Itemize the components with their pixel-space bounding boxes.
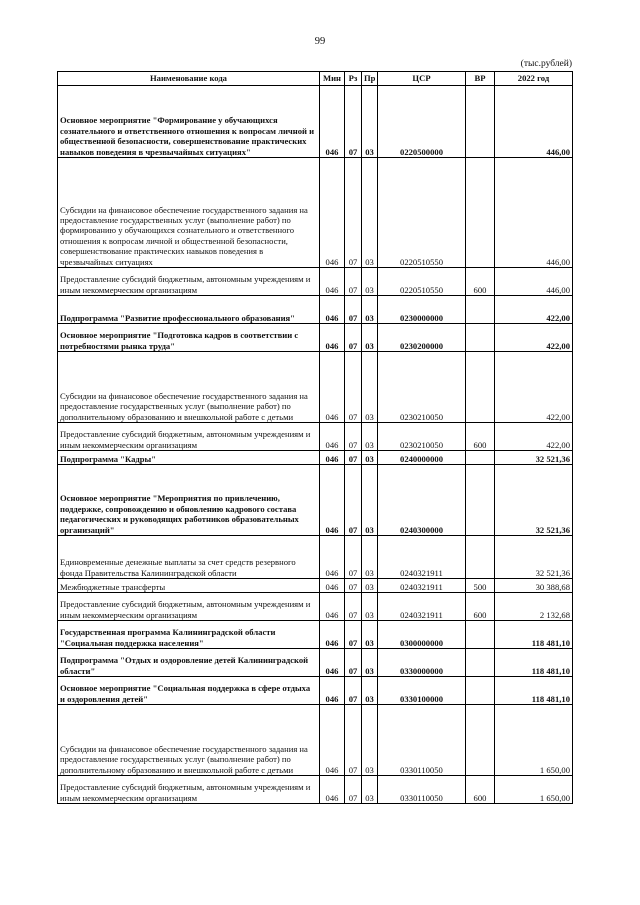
cell-rz: 07 xyxy=(345,705,362,776)
table-row xyxy=(58,158,573,268)
cell-name: Предоставление субсидий бюджетным, автономным учреждениям и иным некоммерческим организациям xyxy=(58,268,320,296)
table-row xyxy=(58,352,573,423)
table-row xyxy=(58,268,573,296)
cell-vr: 600 xyxy=(466,593,495,621)
table-row xyxy=(58,296,573,324)
cell-pr: 03 xyxy=(362,579,378,593)
cell-pr: 03 xyxy=(362,677,378,705)
cell-rz: 07 xyxy=(345,593,362,621)
cell-pr: 03 xyxy=(362,776,378,804)
cell-rz: 07 xyxy=(345,536,362,579)
header-vr: ВР xyxy=(466,72,495,86)
cell-csr: 0220510550 xyxy=(378,268,466,296)
cell-min: 046 xyxy=(320,705,345,776)
cell-rz: 07 xyxy=(345,423,362,451)
cell-name: Предоставление субсидий бюджетным, автономным учреждениям и иным некоммерческим организациям xyxy=(58,593,320,621)
cell-vr: 600 xyxy=(466,423,495,451)
cell-vr xyxy=(466,649,495,677)
cell-vr xyxy=(466,536,495,579)
cell-name: Подпрограмма "Кадры" xyxy=(58,451,320,465)
cell-rz: 07 xyxy=(345,649,362,677)
cell-sum: 1 650,00 xyxy=(495,705,573,776)
cell-min: 046 xyxy=(320,423,345,451)
cell-rz: 07 xyxy=(345,158,362,268)
cell-rz: 07 xyxy=(345,324,362,352)
cell-pr: 03 xyxy=(362,268,378,296)
cell-sum: 118 481,10 xyxy=(495,677,573,705)
table-row xyxy=(58,621,573,649)
cell-csr: 0300000000 xyxy=(378,621,466,649)
cell-min: 046 xyxy=(320,776,345,804)
cell-csr: 0240321911 xyxy=(378,536,466,579)
cell-vr: 600 xyxy=(466,776,495,804)
table-row xyxy=(58,579,573,593)
cell-sum: 446,00 xyxy=(495,158,573,268)
cell-pr: 03 xyxy=(362,158,378,268)
cell-rz: 07 xyxy=(345,677,362,705)
cell-rz: 07 xyxy=(345,621,362,649)
cell-sum: 2 132,68 xyxy=(495,593,573,621)
cell-name: Субсидии на финансовое обеспечение государственного задания на предоставление государственных услуг (выполнение работ) по дополнительному образованию и внешкольной работе с детьми xyxy=(58,352,320,423)
cell-csr: 0330100000 xyxy=(378,677,466,705)
cell-name: Предоставление субсидий бюджетным, автономным учреждениям и иным некоммерческим организациям xyxy=(58,776,320,804)
cell-rz: 07 xyxy=(345,451,362,465)
cell-csr: 0330110050 xyxy=(378,705,466,776)
cell-pr: 03 xyxy=(362,465,378,536)
cell-min: 046 xyxy=(320,324,345,352)
cell-rz: 07 xyxy=(345,86,362,158)
budget-table xyxy=(57,71,573,804)
cell-vr xyxy=(466,158,495,268)
cell-sum: 32 521,36 xyxy=(495,451,573,465)
header-name: Наименование кода xyxy=(58,72,320,86)
table-row xyxy=(58,677,573,705)
cell-rz: 07 xyxy=(345,268,362,296)
cell-pr: 03 xyxy=(362,451,378,465)
cell-min: 046 xyxy=(320,158,345,268)
cell-vr xyxy=(466,86,495,158)
cell-sum: 32 521,36 xyxy=(495,465,573,536)
cell-min: 046 xyxy=(320,268,345,296)
cell-csr: 0220510550 xyxy=(378,158,466,268)
cell-vr xyxy=(466,352,495,423)
cell-vr xyxy=(466,705,495,776)
cell-name: Межбюджетные трансферты xyxy=(58,579,320,593)
cell-csr: 0240300000 xyxy=(378,465,466,536)
cell-name: Предоставление субсидий бюджетным, автономным учреждениям и иным некоммерческим организациям xyxy=(58,423,320,451)
cell-min: 046 xyxy=(320,296,345,324)
cell-csr: 0330000000 xyxy=(378,649,466,677)
cell-rz: 07 xyxy=(345,296,362,324)
header-csr: ЦСР xyxy=(378,72,466,86)
cell-vr xyxy=(466,677,495,705)
cell-min: 046 xyxy=(320,579,345,593)
cell-csr: 0240321911 xyxy=(378,593,466,621)
cell-sum: 446,00 xyxy=(495,268,573,296)
cell-vr: 600 xyxy=(466,268,495,296)
table-header-row xyxy=(58,72,573,86)
table-row xyxy=(58,423,573,451)
cell-sum: 118 481,10 xyxy=(495,621,573,649)
table-row xyxy=(58,324,573,352)
cell-name: Основное мероприятие "Мероприятия по привлечению, поддержке, сопровождению и обновлению кадрового состава педагогических и руководящих работников образовательных организаций" xyxy=(58,465,320,536)
table-row xyxy=(58,465,573,536)
cell-csr: 0230000000 xyxy=(378,296,466,324)
cell-sum: 32 521,36 xyxy=(495,536,573,579)
cell-pr: 03 xyxy=(362,324,378,352)
cell-min: 046 xyxy=(320,593,345,621)
cell-name: Основное мероприятие "Подготовка кадров в соответствии с потребностями рынка труда" xyxy=(58,324,320,352)
cell-csr: 0220500000 xyxy=(378,86,466,158)
cell-name: Основное мероприятие "Формирование у обучающихся сознательного и ответственного отношения к вопросам личной и общественной безопасности, совершенствование практических навыков поведения в чрезвычайных ситуациях" xyxy=(58,86,320,158)
cell-sum: 30 388,68 xyxy=(495,579,573,593)
cell-sum: 446,00 xyxy=(495,86,573,158)
table-row xyxy=(58,593,573,621)
cell-pr: 03 xyxy=(362,593,378,621)
cell-min: 046 xyxy=(320,649,345,677)
cell-csr: 0230200000 xyxy=(378,324,466,352)
cell-rz: 07 xyxy=(345,352,362,423)
table-row xyxy=(58,705,573,776)
cell-csr: 0230210050 xyxy=(378,423,466,451)
cell-name: Единовременные денежные выплаты за счет средств резервного фонда Правительства Калининградской области xyxy=(58,536,320,579)
cell-min: 046 xyxy=(320,677,345,705)
cell-name: Субсидии на финансовое обеспечение государственного задания на предоставление государственных услуг (выполнение работ) по формированию у обучающихся сознательного и ответственного отношения к вопросам личной и общественной безопасности, совершенствование практических навыков поведения в чрезвычайных ситуациях xyxy=(58,158,320,268)
cell-pr: 03 xyxy=(362,86,378,158)
cell-sum: 422,00 xyxy=(495,296,573,324)
cell-vr xyxy=(466,324,495,352)
cell-min: 046 xyxy=(320,86,345,158)
cell-csr: 0330110050 xyxy=(378,776,466,804)
cell-csr: 0230210050 xyxy=(378,352,466,423)
table-row xyxy=(58,451,573,465)
cell-name: Государственная программа Калининградской области "Социальная поддержка населения" xyxy=(58,621,320,649)
cell-min: 046 xyxy=(320,451,345,465)
cell-sum: 422,00 xyxy=(495,352,573,423)
header-pr: Пр xyxy=(362,72,378,86)
table-row xyxy=(58,649,573,677)
cell-pr: 03 xyxy=(362,352,378,423)
cell-vr xyxy=(466,465,495,536)
table-row xyxy=(58,776,573,804)
cell-pr: 03 xyxy=(362,296,378,324)
cell-vr xyxy=(466,296,495,324)
cell-min: 046 xyxy=(320,621,345,649)
cell-name: Основное мероприятие "Социальная поддержка в сфере отдыха и оздоровления детей" xyxy=(58,677,320,705)
cell-name: Субсидии на финансовое обеспечение государственного задания на предоставление государственных услуг (выполнение работ) по дополнительному образованию и внешкольной работе с детьми xyxy=(58,705,320,776)
cell-name: Подпрограмма "Развитие профессионального образования" xyxy=(58,296,320,324)
cell-pr: 03 xyxy=(362,621,378,649)
cell-rz: 07 xyxy=(345,465,362,536)
cell-min: 046 xyxy=(320,465,345,536)
cell-vr xyxy=(466,621,495,649)
cell-pr: 03 xyxy=(362,705,378,776)
cell-pr: 03 xyxy=(362,536,378,579)
cell-sum: 118 481,10 xyxy=(495,649,573,677)
header-rz: Рз xyxy=(345,72,362,86)
table-row xyxy=(58,86,573,158)
table-row xyxy=(58,536,573,579)
cell-rz: 07 xyxy=(345,776,362,804)
cell-pr: 03 xyxy=(362,649,378,677)
header-min: Мин xyxy=(320,72,345,86)
cell-rz: 07 xyxy=(345,579,362,593)
cell-sum: 422,00 xyxy=(495,423,573,451)
cell-name: Подпрограмма "Отдых и оздоровление детей Калининградской области" xyxy=(58,649,320,677)
cell-csr: 0240321911 xyxy=(378,579,466,593)
cell-min: 046 xyxy=(320,352,345,423)
cell-pr: 03 xyxy=(362,423,378,451)
cell-min: 046 xyxy=(320,536,345,579)
cell-csr: 0240000000 xyxy=(378,451,466,465)
cell-vr xyxy=(466,451,495,465)
header-year: 2022 год xyxy=(495,72,573,86)
units-label: (тыс.рублей) xyxy=(520,59,572,69)
cell-sum: 422,00 xyxy=(495,324,573,352)
cell-vr: 500 xyxy=(466,579,495,593)
cell-sum: 1 650,00 xyxy=(495,776,573,804)
page-number: 99 xyxy=(314,36,326,47)
